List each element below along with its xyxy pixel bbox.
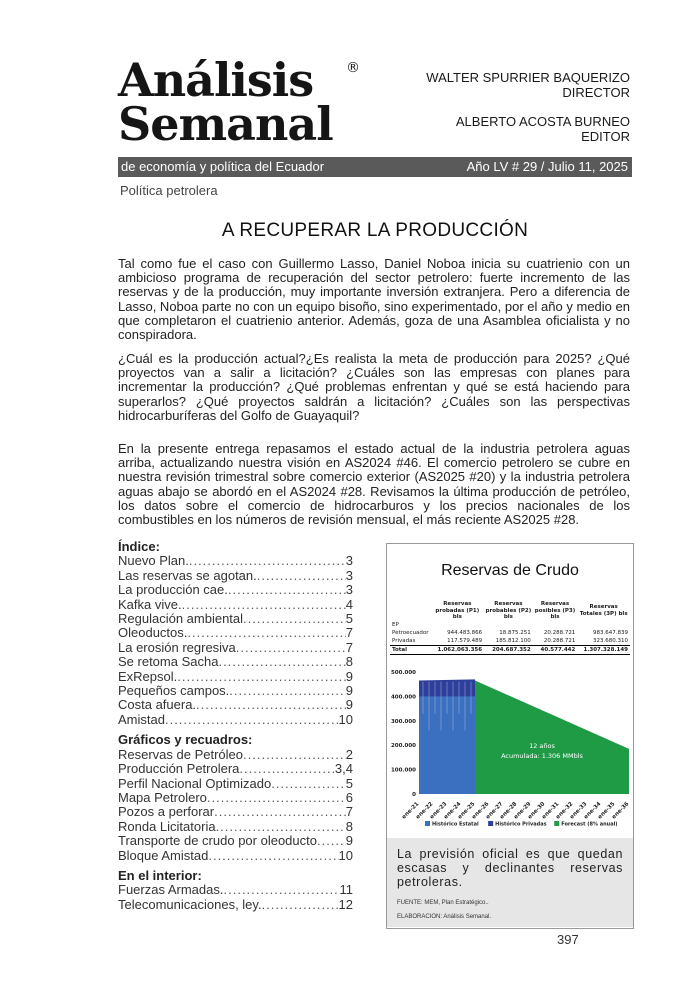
- chart-caption: La previsión oficial es que quedan escasas y declinantes reservas petroleras.: [397, 847, 623, 889]
- index-entry-page: 10: [338, 848, 353, 863]
- index-entry: [118, 698, 353, 712]
- y-tick-label: 300.000: [390, 718, 416, 725]
- chart-annotation-total: Acumulada: 1.306 MMbls: [501, 752, 583, 760]
- registered-mark: ®: [346, 60, 360, 76]
- index-entry-leader: [236, 641, 346, 655]
- publication-logo: [118, 53, 373, 151]
- table-header-cell: Reservas posibles (P3) bls: [534, 601, 576, 620]
- index-entry: [118, 791, 353, 805]
- y-tick-label: 500.000: [390, 670, 416, 676]
- index-entry: [118, 569, 353, 583]
- y-tick-label: 400.000: [390, 694, 416, 701]
- index-entry-leader: [239, 762, 335, 776]
- x-tick-label: ene-23: [429, 801, 449, 821]
- index-entry-page: 2: [345, 747, 353, 762]
- index-entry-title: Costa afuera.: [118, 698, 197, 713]
- chart-caption-box: [387, 838, 633, 927]
- index-entry-page: 4: [345, 597, 353, 612]
- paragraph-2: ¿Cuál es la producción actual?¿Es realista la meta de producción para 2025? ¿Qué proyectos van a salir a licitación? ¿Cuáles son las empresas con planes para incrementar la producción? ¿Qué problemas enfrentan y qué se está haciendo para superarlos? ¿Qué proyectos saldrán a licitación? ¿Cuáles son las perspectivas hidrocarburíferas del Golfo de Guayaquil?: [118, 351, 630, 423]
- table-cell: [577, 621, 630, 629]
- reserves-area-chart: [387, 664, 633, 839]
- table-cell: Privadas: [392, 637, 416, 644]
- table-row: [390, 621, 630, 629]
- table-body: [390, 621, 630, 655]
- index-entry-leader: [196, 698, 346, 712]
- index-entry: [118, 626, 353, 640]
- index-entry-page: 3: [345, 568, 353, 583]
- table-cell: [533, 621, 578, 629]
- index-entry: [118, 713, 353, 727]
- chart-annotation-years: 12 años: [529, 742, 555, 750]
- index-entry-page: 12: [338, 897, 353, 912]
- index-entry-page: 5: [345, 612, 353, 627]
- index-entry-page: 9: [345, 698, 353, 713]
- index-list-charts: [118, 748, 353, 863]
- table-cell: 944.483.866: [447, 629, 483, 636]
- table-cell: 204.687.352: [484, 645, 533, 654]
- legend-swatch: [425, 821, 430, 826]
- x-tick-label: ene-29: [513, 801, 533, 821]
- x-tick-label: ene-36: [611, 801, 631, 821]
- index-entry-page: 9: [345, 684, 353, 699]
- staff-credits: [426, 70, 630, 144]
- y-tick-label: 200.000: [390, 743, 416, 750]
- x-tick-label: ene-24: [443, 801, 463, 821]
- index-entry-title: La erosión regresiva: [118, 640, 236, 655]
- index-entry: [118, 612, 353, 626]
- index-entry-title: Se retoma Sacha: [118, 655, 219, 670]
- logo-line-analisis: Análisis: [118, 53, 314, 107]
- x-tick-label: ene-21: [401, 801, 421, 821]
- index-entry-title: Mapa Petrolero: [118, 790, 207, 805]
- index-entry-page: 3,4: [334, 762, 353, 777]
- index-entry-leader: [165, 713, 339, 727]
- index-entry-page: 5: [345, 776, 353, 791]
- table-cell: EP: [392, 621, 399, 628]
- index-entry-leader: [216, 820, 346, 834]
- table-cell: 323.680.310: [593, 637, 628, 644]
- paragraph-1: Tal como fue el caso con Guillermo Lasso, Daniel Noboa inicia su cuatrienio con un ambicioso programa de recuperación del sector petrolero: fuerte incremento de las reservas y de la producción, muy importante inversión extranjera. Pero a diferencia de Lasso, Noboa parte no con un equipo bisoño, sino experimentado, por el año y medio en que completaron el cuatrienio anterior. Además, goza de una Asamblea oficialista y no conspiradora.: [118, 256, 630, 343]
- table-row: [390, 637, 630, 646]
- table-cell: [484, 621, 533, 629]
- index-entry-title: Pequeños campos.: [118, 684, 230, 699]
- table-total-row: [390, 645, 630, 654]
- index-entry: [118, 583, 353, 597]
- index-entry-page: 11: [339, 883, 353, 898]
- index-entry-leader: [262, 898, 339, 912]
- director-role: DIRECTOR: [562, 85, 630, 100]
- index-entry: [118, 777, 353, 791]
- index-entry-title: Telecomunicaciones, ley.: [118, 897, 262, 912]
- table-header-cell: Reservas Totales (3P) bls: [579, 604, 628, 617]
- index-entry-title: Perfil Nacional Optimizado: [118, 776, 272, 791]
- charts-heading: Gráficos y recuadros:: [118, 732, 253, 748]
- index-entry-title: ExRepsol.: [118, 669, 178, 684]
- x-tick-label: ene-34: [583, 801, 603, 821]
- x-tick-label: ene-22: [415, 801, 435, 821]
- index-entry-leader: [208, 849, 338, 863]
- editor-role: EDITOR: [581, 129, 630, 144]
- index-entry: [118, 805, 353, 819]
- table-cell: 117.579.489: [447, 637, 483, 644]
- logo-line-semanal: Semanal: [118, 97, 333, 151]
- index-entry: [118, 849, 353, 863]
- legend-label: Histórico Privadas: [495, 821, 547, 828]
- table-cell: 983.647.839: [593, 629, 628, 636]
- index-entry-title: Kafka vive.: [118, 597, 182, 612]
- table-of-contents: [118, 540, 353, 912]
- table-cell: 18.875.251: [499, 629, 531, 636]
- table-cell: [431, 621, 485, 629]
- tagline: de economía y política del Ecuador: [121, 159, 325, 174]
- index-entry-leader: [214, 805, 346, 819]
- index-heading: Índice:: [118, 539, 160, 554]
- index-list-main: [118, 554, 353, 727]
- index-entry-leader: [257, 569, 346, 583]
- index-entry: [118, 820, 353, 834]
- index-entry: [118, 554, 353, 568]
- index-entry-page: 7: [345, 805, 353, 820]
- article-title: A RECUPERAR LA PRODUCCIÓN: [221, 220, 529, 241]
- table-header-cell: Reservas probables (P2) bls: [485, 601, 532, 620]
- index-entry-page: 6: [345, 790, 353, 805]
- index-entry-title: Regulación ambiental: [118, 612, 244, 627]
- index-entry-title: Bloque Amistad: [118, 848, 209, 863]
- index-entry-page: 7: [345, 640, 353, 655]
- y-tick-label: 100.000: [390, 767, 416, 774]
- index-entry-leader: [228, 583, 346, 597]
- x-tick-label: ene-27: [485, 801, 505, 821]
- legend-swatch: [488, 821, 493, 826]
- page-number: 397: [557, 932, 579, 947]
- index-entry-title: Pozos a perforar: [118, 805, 215, 820]
- editor-name: ALBERTO ACOSTA BURNEO: [455, 114, 630, 129]
- index-entry-leader: [177, 670, 346, 684]
- index-entry-title: Transporte de crudo por oleoducto: [118, 834, 317, 849]
- index-entry-title: Oleoductos.: [118, 626, 188, 641]
- x-tick-label: ene-33: [569, 801, 589, 821]
- index-entry: [118, 670, 353, 684]
- index-entry-page: 7: [345, 626, 353, 641]
- index-entry-page: 9: [345, 669, 353, 684]
- legend-label: Histórico Estatal: [432, 821, 479, 828]
- table-cell: 20.288.721: [543, 637, 576, 644]
- table-header-row: [390, 601, 630, 621]
- index-entry-leader: [218, 655, 345, 669]
- index-entry-page: 10: [338, 712, 353, 727]
- index-entry-title: Fuerzas Armadas.: [118, 883, 224, 898]
- forecast-area: [475, 681, 629, 794]
- index-entry-title: Nuevo Plan.: [118, 554, 189, 569]
- table-header-cell: Reservas probadas (P1) bls: [435, 601, 480, 620]
- legend-swatch: [554, 821, 559, 826]
- index-entry-title: Ronda Licitatoria: [118, 819, 216, 834]
- index-entry-leader: [207, 791, 346, 805]
- reserves-chart-box: [386, 543, 634, 929]
- index-entry-leader: [187, 626, 345, 640]
- paragraph-3: En la presente entrega repasamos el estado actual de la industria petrolera aguas arriba, actualizando nuestra visión en AS2024 #46. El comercio petrolero se cubre en nuestra revisión trimestral sobre comercio exterior (AS2025 #20) y la industria petrolera aguas abajo se abordó en el AS2024 #28. Revisamos la última producción de petróleo, los datos sobre el comercio de hidrocarburos y los precios nacionales de los combustibles en los números de revisión mensual, el más reciente AS2025 #28.: [118, 441, 630, 528]
- index-entry-leader: [224, 883, 340, 897]
- index-entry-page: 3: [345, 554, 353, 569]
- index-entry-title: Las reservas se agotan.: [118, 568, 257, 583]
- table-row: [390, 629, 630, 637]
- table-cell: Total: [390, 645, 431, 654]
- source-note: FUENTE: MEM, Plan Estratégico..: [397, 900, 489, 906]
- interior-heading: En el interior:: [118, 867, 202, 883]
- index-entry-leader: [317, 834, 346, 848]
- elaboration-note: ELABORACION: Análisis Semanal.: [397, 914, 492, 920]
- table-cell: 185.812.100: [495, 637, 531, 644]
- index-entry: [118, 883, 353, 897]
- index-entry: [118, 898, 353, 912]
- chart-box-title: Reservas de Crudo: [441, 562, 579, 579]
- index-entry-page: 8: [345, 655, 353, 670]
- x-tick-label: ene-30: [527, 801, 547, 821]
- table-cell: Petroecuador: [392, 629, 429, 636]
- x-tick-label: ene-28: [499, 801, 519, 821]
- table-header-cell: [390, 601, 431, 621]
- y-tick-label: 0: [412, 792, 416, 798]
- index-entry: [118, 834, 353, 848]
- reserves-table: [390, 601, 630, 655]
- director-name: WALTER SPURRIER BAQUERIZO: [426, 70, 630, 85]
- index-entry-leader: [271, 777, 346, 791]
- index-entry-title: Amistad: [118, 712, 165, 727]
- x-tick-label: ene-25: [457, 801, 477, 821]
- index-entry-page: 9: [345, 834, 353, 849]
- x-tick-label: ene-26: [471, 801, 491, 821]
- index-entry: [118, 655, 353, 669]
- index-entry-leader: [229, 684, 345, 698]
- index-entry-page: 8: [345, 819, 353, 834]
- issue-info: Año LV # 29 / Julio 11, 2025: [466, 159, 628, 174]
- index-entry-title: Producción Petrolera: [118, 762, 240, 777]
- legend-label: Forecast (8% anual): [561, 821, 618, 828]
- table-cell: 1.307.328.149: [577, 645, 630, 654]
- index-entry: [118, 641, 353, 655]
- x-tick-label: ene-32: [555, 801, 575, 821]
- masthead-band: [118, 157, 632, 177]
- index-entry-leader: [189, 554, 346, 568]
- index-entry-leader: [243, 748, 346, 762]
- index-entry-title: La producción cae.: [118, 583, 228, 598]
- x-tick-label: ene-31: [541, 801, 561, 821]
- section-label: Política petrolera: [120, 183, 218, 198]
- table-cell: 20.288.721: [543, 629, 576, 636]
- index-entry: [118, 684, 353, 698]
- index-entry-title: Reservas de Petróleo: [118, 747, 244, 762]
- index-entry: [118, 598, 353, 612]
- index-list-interior: [118, 883, 353, 912]
- index-entry-leader: [243, 612, 346, 626]
- table-cell: 1.062.063.356: [431, 645, 485, 654]
- x-tick-label: ene-35: [597, 801, 617, 821]
- index-entry-leader: [182, 598, 346, 612]
- table-cell: 40.577.442: [533, 645, 578, 654]
- index-entry: [118, 762, 353, 776]
- index-entry-page: 3: [345, 583, 353, 598]
- index-entry: [118, 748, 353, 762]
